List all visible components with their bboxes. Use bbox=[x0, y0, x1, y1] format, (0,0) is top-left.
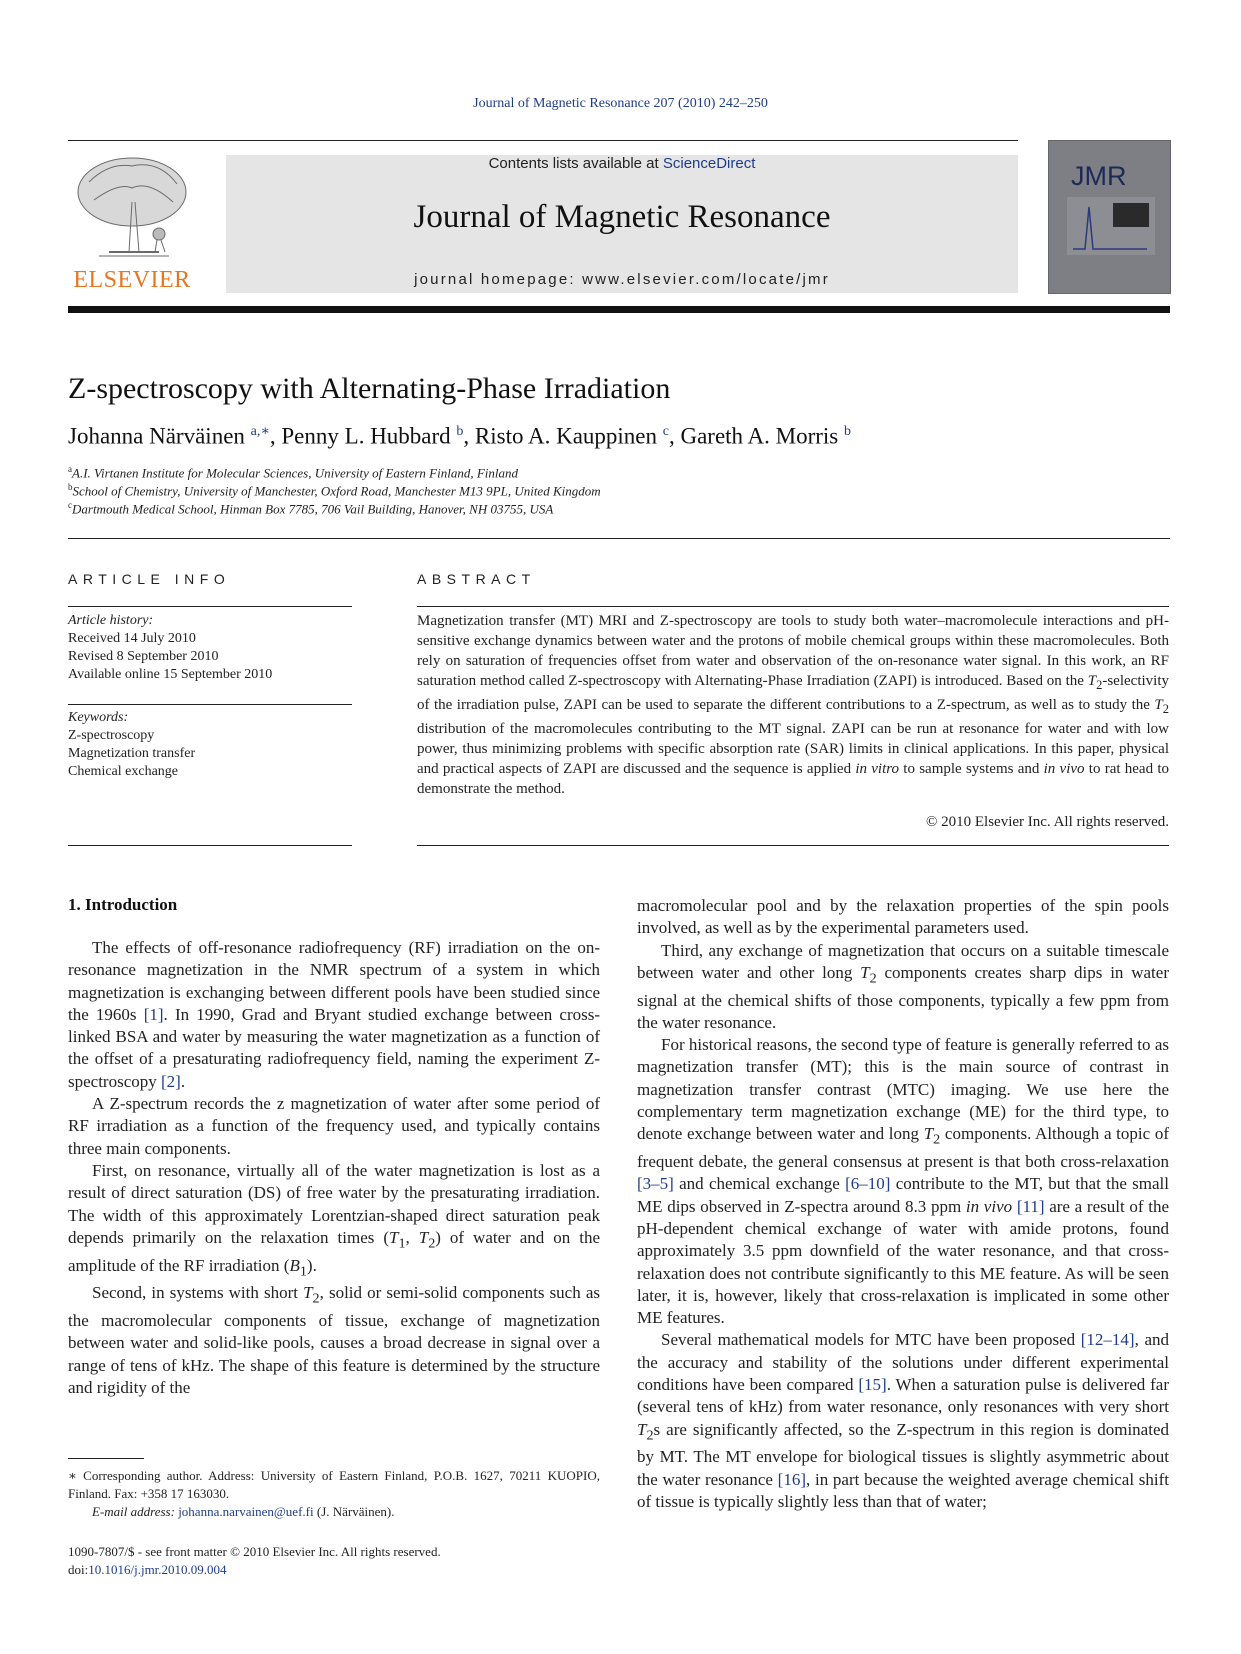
email-label: E-mail address: bbox=[92, 1504, 179, 1519]
body-column-left bbox=[68, 937, 600, 1399]
affiliation bbox=[68, 500, 553, 517]
keywords-label: Keywords: bbox=[68, 710, 129, 725]
paragraph: A Z-spectrum records the z magnetization of water after some period of RF irradiation as a function of the frequency used, and typically contains three main components. bbox=[68, 1094, 600, 1158]
affiliation-marker: c bbox=[68, 500, 72, 510]
affiliation-text: Dartmouth Medical School, Hinman Box 7785, 706 Vail Building, Hanover, NH 03755, USA bbox=[72, 501, 554, 517]
paragraph: Second, in systems with short $T_2$, solid or semi-solid components such as the macromolecular components of tissue, exchange of magnetization between water and solid-like pools, causes a broad decrease in signal over a range of tens of kHz. The shape of this feature is determined by the structure and rigidity of the bbox=[68, 1283, 600, 1397]
reference-link[interactable]: [12–14] bbox=[1080, 1330, 1135, 1350]
elsevier-wordmark: ELSEVIER bbox=[73, 267, 191, 293]
abstract-copyright: © 2010 Elsevier Inc. All rights reserved. bbox=[925, 814, 1169, 830]
journal-homepage[interactable]: journal homepage: www.elsevier.com/locate/jmr bbox=[414, 271, 830, 288]
header-thick-rule bbox=[68, 306, 1170, 313]
journal-name: Journal of Magnetic Resonance bbox=[413, 199, 831, 235]
received-date: Received 14 July 2010 bbox=[68, 631, 196, 646]
reference-link[interactable]: [1] bbox=[143, 1004, 164, 1024]
reference-link[interactable]: [11] bbox=[1016, 1196, 1045, 1216]
affiliation-text: School of Chemistry, University of Manchester, Oxford Road, Manchester M13 9PL, United Kingdom bbox=[72, 483, 601, 499]
elsevier-logo[interactable] bbox=[69, 152, 195, 294]
article-info-heading: ARTICLE INFO bbox=[68, 571, 231, 587]
abstract-bottom-rule bbox=[417, 845, 1169, 846]
header-top-rule bbox=[68, 140, 1018, 141]
affiliation-text: A.I. Virtanen Institute for Molecular Sciences, University of Eastern Finland, Finland bbox=[72, 465, 519, 481]
cover-title: JMR bbox=[1071, 161, 1127, 191]
reference-link[interactable]: [3–5] bbox=[637, 1174, 674, 1194]
article-info-bottom-rule bbox=[68, 845, 352, 846]
paragraph: First, on resonance, virtually all of the water magnetization is lost as a result of direct saturation (DS) of free water by the presaturating irradiation. The width of this approximately Lorentzian-shaped direct saturation peak depends primarily on the relaxation times ($T_1$, $T_2$) of water and on the amplitude of the RF irradiation $(B_1)$. bbox=[68, 1160, 601, 1279]
tree-icon bbox=[69, 152, 195, 264]
paragraph: Several mathematical models for MTC have been proposed [12–14], and the accuracy and stability of the solutions under different experimental conditions have been compared [15]. When a saturation pulse is delivered far (several tens of kHz) from water resonance, only resonances with very short $T_2s$ are significantly affected, so the Z-spectrum in this region is dominated by MT. The MT envelope for biological tissues is slightly asymmetric about the water resonance [16], in part because the weighted average chemical shift of tissue is typically slightly less than that of water; bbox=[637, 1330, 1170, 1511]
abstract-heading: ABSTRACT bbox=[417, 571, 536, 587]
email-suffix: (J. Närväinen). bbox=[313, 1504, 395, 1519]
reference-link[interactable]: [15] bbox=[858, 1375, 887, 1395]
keyword: Magnetization transfer bbox=[68, 746, 196, 761]
section-heading: 1. Introduction bbox=[68, 895, 178, 914]
author-name[interactable]: Penny L. Hubbard bbox=[281, 423, 451, 449]
affiliation-marker: b bbox=[68, 482, 73, 492]
contents-prefix: Contents lists available at bbox=[488, 155, 663, 172]
paragraph: The effects of off-resonance radiofrequency (RF) irradiation on the on-resonance magnetization in the NMR spectrum of a system in which magnetization is exchanging between different pools have been studied since the 1960s [1]. In 1990, Grad and Bryant studied exchange between cross-linked BSA and water by measuring the water magnetization as a function of the offset of a presaturating radiofrequency field, naming the experiment Z-spectroscopy [2]. bbox=[68, 938, 600, 1091]
author-affiliation-marker[interactable]: b bbox=[456, 424, 464, 439]
abstract-rule bbox=[417, 606, 1169, 607]
reference-link[interactable]: [2] bbox=[161, 1071, 181, 1091]
cover-spectrum-icon bbox=[1067, 197, 1155, 255]
affiliation-rule bbox=[68, 538, 1170, 539]
body-column-right bbox=[637, 895, 1169, 1513]
keywords-rule bbox=[68, 704, 352, 705]
doi-label: doi: bbox=[68, 1562, 89, 1577]
affiliation-marker: a bbox=[68, 464, 72, 474]
sciencedirect-link[interactable]: ScienceDirect bbox=[662, 155, 756, 172]
reference-link[interactable]: [6–10] bbox=[845, 1174, 891, 1194]
paragraph: macromolecular pool and by the relaxation properties of the spin pools involved, as well as by the experimental parameters used. bbox=[637, 896, 1169, 938]
issn-line: 1090-7807/$ - see front matter © 2010 Elsevier Inc. All rights reserved. bbox=[68, 1544, 441, 1559]
article-info-rule bbox=[68, 606, 352, 607]
contents-line bbox=[226, 155, 1018, 172]
corresponding-author-note: ∗ Corresponding author. Address: University of Eastern Finland, P.O.B. 1627, 70211 KUOPIO, Finland. Fax: +358 17 163030. bbox=[68, 1468, 600, 1501]
keyword: Chemical exchange bbox=[68, 764, 179, 779]
journal-banner bbox=[226, 155, 1018, 293]
author-name[interactable]: Johanna Närväinen bbox=[68, 423, 245, 449]
online-date: Available online 15 September 2010 bbox=[68, 667, 273, 682]
email-link[interactable]: johanna.narvainen@uef.fi bbox=[178, 1504, 314, 1519]
doi-line bbox=[68, 1561, 227, 1579]
author-name[interactable]: Gareth A. Morris bbox=[680, 423, 839, 449]
history-label: Article history: bbox=[68, 613, 154, 628]
affiliation bbox=[68, 464, 518, 481]
paragraph: Third, any exchange of magnetization that occurs on a suitable timescale between water and other long $T_2$ components creates sharp dips in water signal at the chemical shifts of those components, typically a few ppm from the water resonance. bbox=[637, 940, 1169, 1032]
email-note bbox=[68, 1503, 600, 1521]
journal-cover-thumbnail[interactable] bbox=[1048, 140, 1171, 294]
author-list: Johanna Närväinen $^{a,∗}$, Penny L. Hubbard $^b$, Risto A. Kauppinen $^c$, Gareth A. Morris $^b$ bbox=[68, 423, 852, 449]
footnote-rule bbox=[68, 1458, 144, 1459]
article-title: Z-spectroscopy with Alternating-Phase Irradiation bbox=[68, 372, 671, 405]
reference-link[interactable]: [16] bbox=[777, 1469, 806, 1489]
journal-citation[interactable]: Journal of Magnetic Resonance 207 (2010) 242–250 bbox=[473, 96, 768, 111]
article-history bbox=[68, 612, 272, 684]
author-affiliation-marker[interactable]: a,∗ bbox=[250, 424, 270, 439]
doi-link[interactable]: 10.1016/j.jmr.2010.09.004 bbox=[88, 1562, 227, 1577]
revised-date: Revised 8 September 2010 bbox=[68, 649, 219, 664]
paragraph: For historical reasons, the second type of feature is generally referred to as magnetization transfer (MT); this is the main source of contrast in magnetization transfer contrast (MTC) imaging. We use here the complementary term magnetization exchange (ME) for the third type, to denote exchange between water and long $T_2$ components. Although a topic of frequent debate, the general consensus at present is that both cross-relaxation [3–5] and chemical exchange [6–10] contribute to the MT, but that the small ME dips observed in Z-spectra around 8.3 ppm in vivo [11] are a result of the pH-dependent chemical exchange of water with amide protons, found approximately 3.5 ppm downfield of the water resonance, and that cross-relaxation does not contribute significantly to this ME feature. As will be seen later, it is, however, likely that cross-relaxation is implicated in some other ME features. bbox=[637, 1035, 1170, 1328]
keywords-block bbox=[68, 709, 195, 781]
keyword: Z-spectroscopy bbox=[68, 728, 155, 743]
affiliation bbox=[68, 482, 601, 499]
author-affiliation-marker[interactable]: b bbox=[844, 424, 852, 439]
abstract-text: Magnetization transfer (MT) MRI and Z-spectroscopy are tools to study both water–macromolecule interactions and pH-sensitive exchange dynamics between water and the protons of mobile chemical groups within these macromolecules. Both rely on saturation of frequencies offset from water and observation of the on-resonance water signal. In this work, an RF saturation method called Z-spectroscopy with Alternating-Phase Irradiation (ZAPI) is introduced. Based on the $T_2$-selectivity of the irradiation pulse, ZAPI can be used to separate the different contributions to a Z-spectrum, as well as to study the $T_2$ distribution of the macromolecules contributing to the MT signal. ZAPI can be run at resonance for water and with low power, thus minimizing problems with specific absorption rate (SAR) limits in clinical applications. In this paper, physical and practical aspects of ZAPI are discussed and the sequence is applied in vitro to sample systems and in vivo to rat head to demonstrate the method. bbox=[417, 613, 1169, 797]
author-name[interactable]: Risto A. Kauppinen bbox=[474, 423, 658, 449]
author-affiliation-marker[interactable]: c bbox=[662, 424, 669, 439]
